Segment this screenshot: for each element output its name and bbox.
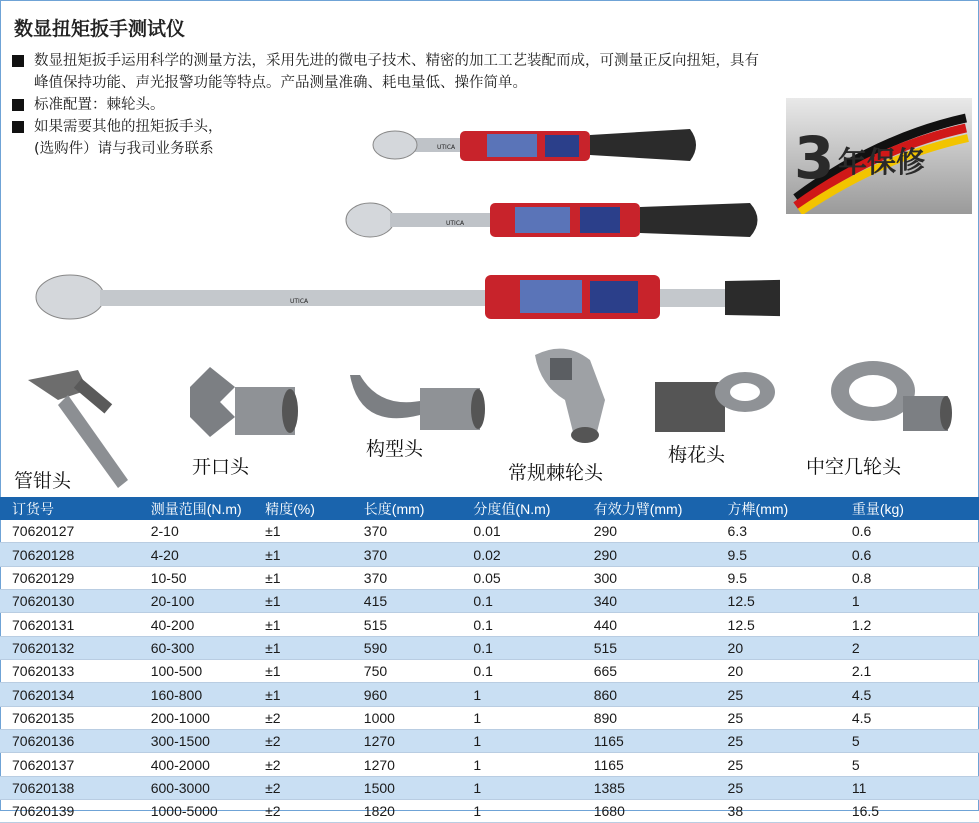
table-cell: ±2: [253, 776, 352, 799]
table-cell: 1: [461, 683, 581, 706]
table-cell: 370: [352, 566, 462, 589]
table-cell: 1000-5000: [139, 800, 253, 823]
torque-wrenches-illustration: [30, 115, 780, 335]
table-cell: ±2: [253, 730, 352, 753]
table-cell: 0.05: [461, 566, 581, 589]
table-cell: 1: [461, 753, 581, 776]
table-cell: 100-500: [139, 660, 253, 683]
table-cell: 12.5: [716, 590, 840, 613]
table-cell: 70620131: [0, 613, 139, 636]
table-cell: ±1: [253, 520, 352, 543]
table-cell: 70620137: [0, 753, 139, 776]
table-cell: 960: [352, 683, 462, 706]
table-cell: 70620130: [0, 590, 139, 613]
table-cell: 1680: [582, 800, 716, 823]
table-cell: 340: [582, 590, 716, 613]
table-cell: 5: [840, 730, 979, 753]
table-cell: 160-800: [139, 683, 253, 706]
bullet-item: [10, 94, 890, 116]
torque-wrench-large-icon: [36, 275, 780, 319]
table-cell: 300: [582, 566, 716, 589]
table-cell: 1385: [582, 776, 716, 799]
table-cell: 5: [840, 753, 979, 776]
head-label: 常规棘轮头: [508, 462, 604, 484]
table-cell: 1: [840, 590, 979, 613]
table-cell: 0.1: [461, 590, 581, 613]
table-cell: 600-3000: [139, 776, 253, 799]
table-cell: 70620134: [0, 683, 139, 706]
head-label: 管钳头: [14, 470, 72, 492]
table-cell: 11: [840, 776, 979, 799]
table-cell: 1820: [352, 800, 462, 823]
table-row: [0, 590, 979, 613]
table-cell: 400-2000: [139, 753, 253, 776]
table-cell: 10-50: [139, 566, 253, 589]
table-cell: 1: [461, 776, 581, 799]
bullet-text: 标准配置：棘轮头。: [34, 97, 165, 113]
open-ring-head-icon: [828, 356, 958, 446]
table-cell: 12.5: [716, 613, 840, 636]
table-cell: ±1: [253, 566, 352, 589]
head-label: 构型头: [366, 438, 424, 460]
table-row: [0, 636, 979, 659]
warranty-number: 3: [794, 124, 835, 192]
table-cell: 0.1: [461, 660, 581, 683]
table-cell: 6.3: [716, 520, 840, 543]
table-cell: 0.6: [840, 520, 979, 543]
table-cell: 25: [716, 706, 840, 729]
table-cell: 665: [582, 660, 716, 683]
ratchet-head-icon: [525, 340, 635, 450]
wrench-brand: UTICA: [446, 220, 465, 227]
table-cell: 70620127: [0, 520, 139, 543]
head-label: 中空几轮头: [806, 456, 902, 478]
table-cell: 70620132: [0, 636, 139, 659]
table-cell: 2-10: [139, 520, 253, 543]
table-cell: 70620135: [0, 706, 139, 729]
table-cell: 0.1: [461, 636, 581, 659]
spec-table: [0, 497, 979, 823]
table-cell: ±1: [253, 590, 352, 613]
table-cell: 16.5: [840, 800, 979, 823]
bullet-item: [10, 50, 890, 72]
column-header: 有效力臂(mm): [582, 497, 716, 520]
table-cell: 70620129: [0, 566, 139, 589]
column-header: 方榫(mm): [716, 497, 840, 520]
bullet-square-icon: [12, 55, 24, 67]
table-cell: ±1: [253, 660, 352, 683]
table-cell: 70620133: [0, 660, 139, 683]
table-cell: 0.02: [461, 543, 581, 566]
table-cell: 1270: [352, 730, 462, 753]
table-cell: 415: [352, 590, 462, 613]
table-cell: 9.5: [716, 566, 840, 589]
table-cell: 860: [582, 683, 716, 706]
bullet-square-icon: [12, 121, 24, 133]
table-cell: 1270: [352, 753, 462, 776]
table-cell: 25: [716, 683, 840, 706]
table-cell: 1: [461, 706, 581, 729]
table-cell: 70620136: [0, 730, 139, 753]
table-cell: 290: [582, 543, 716, 566]
head-label: 开口头: [192, 456, 250, 478]
table-cell: 515: [352, 613, 462, 636]
table-cell: 25: [716, 730, 840, 753]
wrench-brand: UTICA: [290, 298, 309, 305]
table-cell: 4.5: [840, 683, 979, 706]
table-cell: 20: [716, 660, 840, 683]
table-row: [0, 706, 979, 729]
table-cell: 20-100: [139, 590, 253, 613]
table-cell: 1165: [582, 730, 716, 753]
table-cell: 370: [352, 543, 462, 566]
table-cell: 40-200: [139, 613, 253, 636]
table-cell: ±1: [253, 636, 352, 659]
table-row: [0, 520, 979, 543]
table-cell: 70620138: [0, 776, 139, 799]
column-header: 长度(mm): [352, 497, 462, 520]
wrench-brand: UTICA: [437, 144, 456, 151]
column-header: 测量范围(N.m): [139, 497, 253, 520]
table-cell: 750: [352, 660, 462, 683]
column-header: 分度值(N.m): [461, 497, 581, 520]
open-end-head-icon: [180, 362, 300, 452]
table-row: [0, 543, 979, 566]
table-cell: 515: [582, 636, 716, 659]
table-cell: 2: [840, 636, 979, 659]
table-cell: 4-20: [139, 543, 253, 566]
table-cell: 0.1: [461, 613, 581, 636]
page-title: 数显扭矩扳手测试仪: [14, 18, 186, 40]
table-cell: 70620128: [0, 543, 139, 566]
table-cell: 0.6: [840, 543, 979, 566]
bullet-square-icon: [12, 99, 24, 111]
table-row: [0, 730, 979, 753]
table-row: [0, 660, 979, 683]
table-cell: ±1: [253, 683, 352, 706]
table-cell: 9.5: [716, 543, 840, 566]
table-cell: ±1: [253, 613, 352, 636]
bullet-text-continued: 峰值保持功能、声光报警功能等特点。产品测量准确、耗电量低、操作简单。: [34, 75, 527, 91]
warranty-text: 年保修: [838, 145, 926, 179]
head-label: 梅花头: [668, 444, 726, 466]
table-cell: ±1: [253, 543, 352, 566]
ring-head-icon: [650, 362, 780, 442]
table-cell: ±2: [253, 753, 352, 776]
table-cell: 0.01: [461, 520, 581, 543]
table-cell: 370: [352, 520, 462, 543]
column-header: 重量(kg): [840, 497, 979, 520]
table-cell: 1: [461, 730, 581, 753]
table-cell: ±2: [253, 800, 352, 823]
table-cell: 890: [582, 706, 716, 729]
table-row: [0, 613, 979, 636]
table-row: [0, 683, 979, 706]
table-cell: 70620139: [0, 800, 139, 823]
bullet-text: 如果需要其他的扭矩扳手头，: [34, 119, 223, 135]
table-cell: 1500: [352, 776, 462, 799]
table-row: [0, 776, 979, 799]
table-cell: 0.8: [840, 566, 979, 589]
warranty-badge-icon: [786, 98, 972, 214]
bullet-text-continued: (选购件）请与我司业务联系: [34, 141, 214, 157]
table-cell: 25: [716, 753, 840, 776]
table-cell: 1000: [352, 706, 462, 729]
column-header: 订货号: [0, 497, 139, 520]
table-header-row: [0, 497, 979, 520]
bullet-text: 数显扭矩扳手运用科学的测量方法，采用先进的微电子技术、精密的加工工艺装配而成，可测量正反向扭矩，具有: [34, 53, 759, 69]
table-cell: 300-1500: [139, 730, 253, 753]
table-cell: 38: [716, 800, 840, 823]
table-row: [0, 800, 979, 823]
column-header: 精度(%): [253, 497, 352, 520]
torque-wrench-medium-icon: [346, 203, 758, 237]
table-cell: 440: [582, 613, 716, 636]
table-cell: 20: [716, 636, 840, 659]
table-row: [0, 753, 979, 776]
table-row: [0, 566, 979, 589]
table-cell: 1165: [582, 753, 716, 776]
table-cell: 200-1000: [139, 706, 253, 729]
table-cell: 1.2: [840, 613, 979, 636]
torque-wrench-small-icon: [373, 129, 696, 161]
table-cell: 290: [582, 520, 716, 543]
table-cell: 25: [716, 776, 840, 799]
table-cell: 4.5: [840, 706, 979, 729]
table-cell: 590: [352, 636, 462, 659]
table-cell: 1: [461, 800, 581, 823]
table-cell: 2.1: [840, 660, 979, 683]
table-cell: ±2: [253, 706, 352, 729]
table-cell: 60-300: [139, 636, 253, 659]
